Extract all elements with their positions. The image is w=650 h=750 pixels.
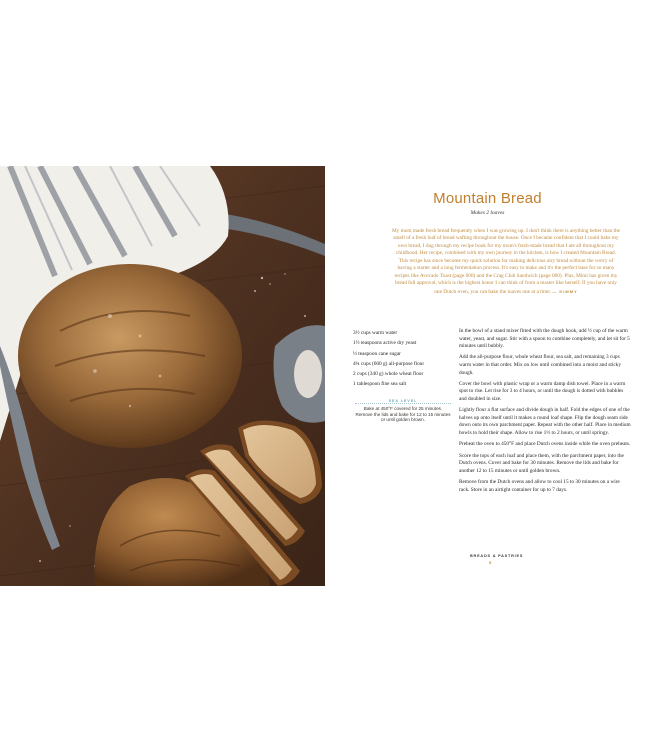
sea-level-note: Bake at 450°F covered for 25 minutes. Remove the lids and bake for 12 to 15 minutes or until golden brown. (355, 406, 451, 423)
step-paragraph: Cover the bowl with plastic wrap or a warm damp dish towel. Place in a warm spot to rise. Let rise for 3 to 4 hours, or until the dough is dotted with bubbles and doubled in size. (459, 380, 626, 402)
sea-level-label: SEA LEVEL (388, 399, 418, 403)
method-steps (459, 328, 631, 498)
divider (355, 403, 451, 405)
step-paragraph: Remove from the Dutch ovens and allow to cool 15 to 30 minutes on a wire rack. Store in an airtight container for up to 7 days. (459, 479, 620, 493)
step-paragraph: In the bowl of a stand mixer fitted with the dough hook, add ½ cup of the warm water, yeast, and sugar. Stir with a spoon to combine completely, and let sit for 5 minutes until bubbly. (459, 328, 630, 350)
ingredient-item: ½ teaspoon cane sugar (353, 350, 401, 357)
ingredient-item: 3½ cups warm water (353, 330, 398, 336)
intro-text: My mom made fresh bread frequently when I was growing up. I don't think there is anything better than the smell of a fresh loaf of bread wafting throughout the house. Once I became confident that I could bake my own bread, I dug through my recipe book for my mom's fresh-made bread that I ate all throughout my childhood. Her recipe, combined with my own journey in the kitchen, is how I created Mountain Bread. This recipe has since become my quick solution for making delicious airy bread without the worry of having a starter and a long fermentation process. It's easy to make and it's the perfect base for so many recipes like Avocado Toast (page 000) and the Crag Club Sandwich (page 000). Plus, Mimi has given my bread full approval, which is the highest honor I can think of from a master like herself. If you have only one Dutch oven, you can bake the loaves one at a time. (391, 228, 621, 295)
ingredient-item: 4¾ cups (600 g) all-purpose flour (353, 360, 425, 367)
step-paragraph: Lightly flour a flat surface and divide dough in half. Fold the edges of one of the halves up onto itself until it makes a round loaf shape. Flip the dough seam side down onto its own parchment paper. Repeat with the other half. Place in medium bowls to hold their shape. Allow to rise 1½ to 2 hours, or until springy. (459, 407, 631, 436)
ingredient-item: 2 cups (340 g) whole wheat flour (353, 371, 424, 378)
book-spread (0, 166, 650, 586)
step-paragraph: Score the tops of each loaf and place them, with the parchment paper, into the Dutch ovens. Cover and bake for 30 minutes. Remove the lids and bake for another 12 to 15 minutes or until golden brown. (459, 452, 624, 474)
bread-photo (0, 166, 325, 586)
ingredient-item: 1½ teaspoons active dry yeast (353, 340, 417, 347)
section-footer: BREADS & PASTRIES (470, 554, 524, 558)
page-number: 5 (489, 561, 492, 565)
recipe-page (325, 166, 650, 586)
intro-signature: — KIMMY (552, 288, 578, 294)
recipe-intro (391, 228, 621, 296)
recipe-title: Mountain Bread (433, 190, 542, 207)
step-paragraph: Preheat the oven to 450°F and place Dutch ovens inside while the oven preheats. (459, 441, 631, 448)
step-paragraph: Add the all-purpose flour, whole wheat flour, sea salt, and remaining 3 cups warm water in that order. Mix on low until combined into a moist and sticky dough. (459, 354, 621, 376)
recipe-yield: Makes 2 loaves (470, 210, 505, 216)
ingredient-item: 1 tablespoon fine sea salt (353, 381, 407, 388)
ingredient-list (353, 328, 458, 390)
